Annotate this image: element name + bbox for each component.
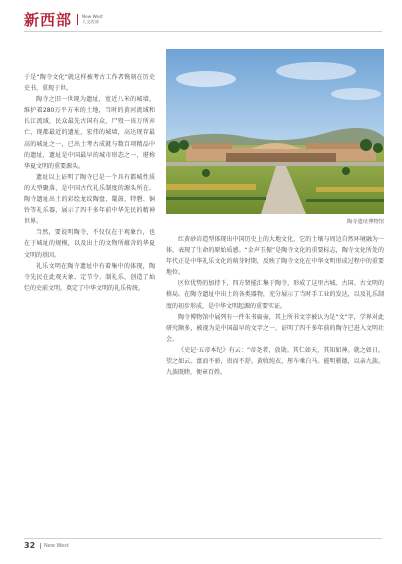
logo-english-name: New West — [82, 13, 103, 19]
magazine-logo-subtitle — [77, 14, 103, 25]
left-text-column — [24, 72, 155, 294]
paragraph: 陶寺博物馆中展列有一件朱书扁壶，其上所书文字被认为是“文”字，学界对此研究颇多，被视为是中国最早的文字之一，证明了四千多年前的陶寺已进入文明社会。 — [166, 313, 384, 343]
paragraph: 遗址以上证明了陶寺已是一个具有都城性质的大型聚落，是中国古代礼乐制度的源头所在。陶寺遗址出土的彩绘龙纹陶盘、鼍鼓、特磬、铜铃等礼乐器，展示了四千多年前中华先民的精神世界。 — [24, 173, 155, 226]
masthead — [24, 8, 103, 30]
paragraph: 陶寺之旧一世现为遗址，宽近八米的城墙，维护着280万平方米的土地，当时的黄河流域和长江流域，民众最先古国有众，尸殁一该万所弃亡，现都最近的遗址，宏伟的城墙，高达现存最高的城址之一，已出土考古成就与数百项精品中的遗址，遗址是中国最早的城市形态之一，堪称华夏文明的重要源头。 — [24, 96, 155, 170]
paragraph: 区位优势的加持下，四方贤能汇集于陶寺，形成了这里古城、古国、古文明的格局。在陶寺遗址中出土的各类器物，充分展示了当时手工业的发达，以及礼乐制度的初步形成，是中华文明起源的重要实证。 — [166, 280, 384, 310]
logo-section-name: 人文西部 — [82, 19, 99, 24]
right-text-column — [166, 234, 384, 378]
paragraph: 当然，要说明陶寺，不仅仅在于观象台，也在于城址的规模，以及出土的文物所蕴含的华夏文明的基因。 — [24, 229, 155, 259]
magazine-logo: 新西部 — [24, 10, 73, 29]
paragraph: 《史记·五帝本纪》有云：“帝尧者，放勋。其仁如天，其知如神。就之如日，望之如云。富而不骄，贵而不舒。黄收纯衣，彤车乘白马。能明驯德，以亲九族。九族既睦，便章百姓。 — [166, 346, 384, 377]
page-number: 32 — [24, 541, 36, 550]
footer-rule — [24, 538, 382, 539]
museum-photo-illustration — [166, 49, 384, 214]
photo-caption: 陶寺遗址博物馆 — [346, 219, 384, 225]
museum-photo — [166, 49, 384, 214]
header-rule — [24, 31, 382, 32]
footer-magazine-name: New West — [40, 543, 69, 549]
paragraph: 礼乐文明在陶寺遗址中有着集中的体现，陶寺先民在此观天象、定节令、制礼乐，创造了灿烂的史前文明，奠定了中华文明的礼乐传统。 — [24, 262, 155, 292]
paragraph: 红黄砂岩造型体现出中国历史上的大地文化，它的土壤与周边自然环境融为一体，表现了生命的原始质感。“金声玉振”是陶寺文化的重要标志，陶寺文化所处的年代正是中华礼乐文化的萌芽时期，反映了陶寺文化在中华文明形成过程中的重要地位。 — [166, 236, 384, 277]
paragraph: 于是“陶寺文化”就这样被考古工作者镌刻在历史史书，重现于世。 — [24, 74, 155, 93]
